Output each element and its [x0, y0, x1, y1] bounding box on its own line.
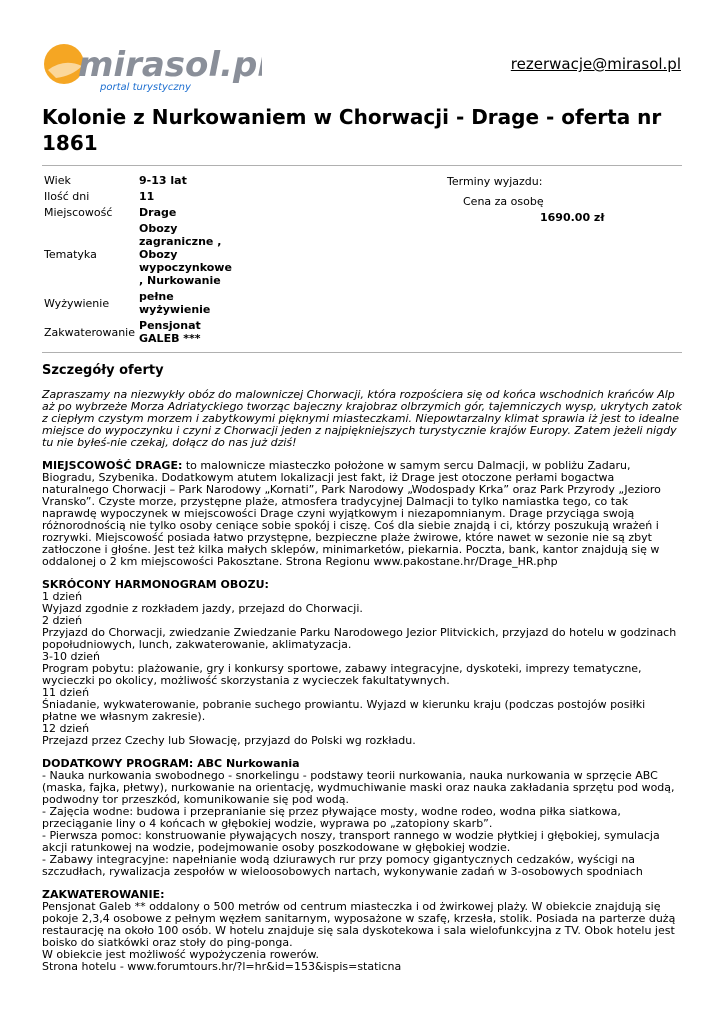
param-key: Wiek: [44, 174, 71, 187]
logo-text: mirasol.pl: [78, 45, 262, 85]
schedule-line: Program pobytu: plażowanie, gry i konkursy sportowe, zabawy integracyjne, dyskoteki, imprezy tematyczne, wycieczki po okolicy, możliwość skorzystania z wycieczek fakultatywnych.: [42, 662, 642, 687]
schedule-line: 3-10 dzień: [42, 650, 101, 663]
param-key: Wyżywienie: [44, 296, 110, 310]
param-value: 11: [139, 190, 155, 203]
param-value: Drage: [139, 206, 177, 219]
page-title: Kolonie z Nurkowaniem w Chorwacji - Drage - oferta nr 1861: [42, 105, 662, 155]
schedule-line: Wyjazd zgodnie z rozkładem jazdy, przejazd do Chorwacji.: [42, 602, 363, 615]
param-key: Tematyka: [44, 248, 97, 261]
lodging-section: [42, 889, 682, 973]
param-row: [42, 289, 241, 318]
schedule-line: 11 dzień: [42, 686, 90, 699]
schedule-line: Przejazd przez Czechy lub Słowację, przyjazd do Polski wg rozkładu.: [42, 734, 416, 747]
schedule-section: [42, 579, 682, 747]
schedule-line: 2 dzień: [42, 614, 83, 627]
offer-details: [42, 365, 682, 984]
lodging-line: W obiekcie jest możliwość wypożyczenia rowerów.: [42, 948, 319, 961]
param-row: [42, 173, 241, 189]
extra-program-label: DODATKOWY PROGRAM: ABC Nurkowania: [42, 757, 300, 770]
lodging-line: Pensjonat Galeb ** oddalony o 500 metrów od centrum miasteczka i od żwirkowej plaży. W obiekcie znajdują się pokoje 2,3,4 osobowe z pełnym węzłem sanitarnym, wyposażone w szafę, krzesła, stolik. Posiada na parterze dużą restaurację na około 100 osób. W hotelu znajduje się sala dyskotekowa i sala wielofunkcyjna z TV. Obok hotelu jest boisko do siatkówki oraz stoły do ping-ponga.: [42, 900, 676, 949]
header: [42, 0, 682, 100]
extra-program-line: - Zabawy integracyjne: napełnianie wodą dziurawych rur przy pomocy gigantycznych cedzaków, wyścigi na szczudłach, rywalizacja zespołów w wieloosobowych nartach, wykonywanie zadań w 3-osobowych spodniach: [42, 853, 643, 878]
place-label: MIEJSCOWOŚĆ DRAGE:: [42, 459, 183, 472]
params-table: [42, 173, 241, 347]
intro-text: Zapraszamy na niezwykły obóz do malowniczej Chorwacji, która rozpościera się od końca wschodnich krańców Alp aż po wybrzeże Morza Adriatyckiego tworząc bajeczny krajobraz olbrzymich gór, tajemniczych wysp, ukrytych zatok z ciepłym czystym morzem i zabytkowymi pięknymi miasteczkami. Niepowtarzalny klimat sprawia iż jest to idealne miejsce do wypoczynku i czyni z Chorwacji jeden z najpiękniejszych turystycznie krajów Europy. Zatem jeżeli nigdy tu nie byłeś-nie czekaj, dołącz do nas już dziś!: [42, 388, 682, 449]
param-row: [42, 205, 241, 221]
schedule-line: Przyjazd do Chorwacji, zwiedzanie Zwiedzanie Parku Narodowego Jezior Plitvickich, przyjazd do hotelu w godzinach popołudniowych, lunch, zakwaterowanie, aklimatyzacja.: [42, 626, 677, 651]
extra-program-line: - Pierwsza pomoc: konstruowanie pływających noszy, transport rannego w wodzie płytkiej i głębokiej, symulacja akcji ratunkowej na wodzie, podejmowanie osoby poszkodowane w głębokiej wodzie.: [42, 829, 660, 854]
param-value: 9-13 lat: [139, 174, 187, 187]
extra-program-section: [42, 758, 682, 878]
terms-label: Terminy wyjazdu:: [447, 175, 543, 188]
lodging-label: ZAKWATEROWANIE:: [42, 888, 165, 901]
divider: [42, 352, 682, 353]
extra-program-line: - Zajęcia wodne: budowa i przepranianie się przez pływające mosty, wodne rodeo, wodna piłka siatkowa, przeciąganie liny o 4 końcach w głębokiej wodzie, wyprawa po „zatopiony skarb”.: [42, 805, 621, 830]
param-row: [42, 221, 241, 289]
logo-tagline: portal turystyczny: [100, 82, 191, 92]
mirasol-logo[interactable]: [42, 36, 262, 96]
param-value: Obozy zagraniczne , Obozy wypoczynkowe , Nurkowanie: [139, 222, 232, 287]
param-row: [42, 318, 241, 347]
place-text: to malownicze miasteczko położone w samym sercu Dalmacji, w pobliżu Zadaru, Biogradu, Szybenika. Dodatkowym atutem lokalizacji jest fakt, iż Drage jest otoczone perłami bogactwa naturalnego Chorwacji – Park Narodowy „Kornati”, Park Narodowy „Wodospady Krka” oraz Park Przyrody „Jezioro Vransko”. Czyste morze, przystępne plaże, atmosfera tradycyjnej Dalmacji to tylko namiastka tego, co tak naprawdę wypoczynek w miejscowości Drage czyni wyjątkowym i niezapomnianym. Drage przyciąga swoją różnorodnością nie tylko osoby ceniące sobie spokój i ciszę. Coś dla siebie znajdą i ci, którzy poszukują wrażeń i rozrywki. Miejscowość posiada łatwo przystępne, bezpieczne plaże żwirowe, które nawet w sezonie nie są zbyt zatłoczone i głośne. Jest też kilka małych sklepów, minimarketów, piekarnia. Poczta, bank, kantor znajdują się w oddalonej o 2 km miejscowości Pakosztane. Strona Regionu www.pakostane.hr/Drage_HR.php: [42, 459, 661, 568]
schedule-line: Śniadanie, wykwaterowanie, pobranie suchego prowiantu. Wyjazd w kierunku kraju (podczas postojów posiłki płatne we własnym zakresie).: [42, 698, 646, 723]
param-key: Zakwaterowanie: [44, 325, 136, 339]
param-key: Ilość dni: [44, 190, 90, 203]
param-value: pełne wyżywienie: [139, 290, 211, 316]
param-row: [42, 189, 241, 205]
place-section: [42, 460, 682, 568]
param-key: Miejscowość: [44, 206, 113, 219]
price-value: 1690.00 zł: [540, 211, 605, 224]
details-heading: Szczegóły oferty: [42, 363, 164, 378]
email-link[interactable]: rezerwacje@mirasol.pl: [510, 55, 681, 73]
page: [42, 0, 682, 973]
schedule-line: 12 dzień: [42, 722, 90, 735]
param-value: Pensjonat GALEB ***: [139, 319, 201, 345]
schedule-label: SKRÓCONY HARMONOGRAM OBOZU:: [42, 578, 269, 591]
logo-graphic: [42, 36, 262, 92]
lodging-line: Strona hotelu - www.forumtours.hr/?l=hr&id=153&ispis=staticna: [42, 960, 402, 973]
divider: [42, 165, 682, 166]
schedule-line: 1 dzień: [42, 590, 83, 603]
extra-program-line: - Nauka nurkowania swobodnego - snorkelingu - podstawy teorii nurkowania, nauka nurkowania w sprzęcie ABC (maska, fajka, płetwy), nurkowanie na orientację, wydmuchiwanie maski oraz nauka zakładania sprzętu pod wodą, podwodny tor przeszkód, komunikowanie się pod wodą.: [42, 769, 675, 806]
price-label: Cena za osobę: [463, 195, 544, 208]
